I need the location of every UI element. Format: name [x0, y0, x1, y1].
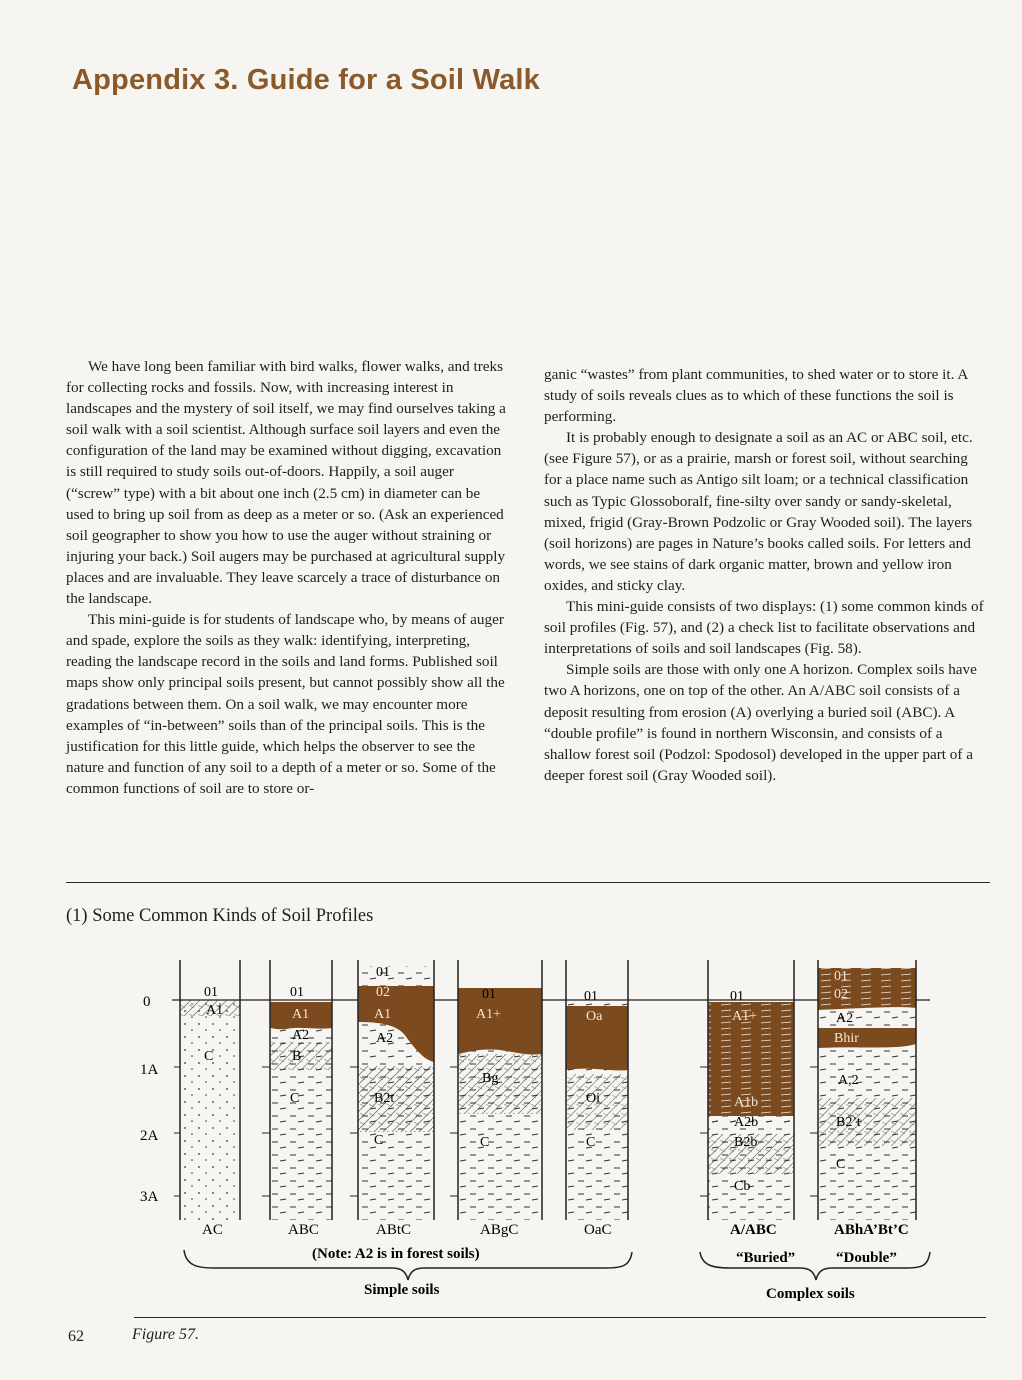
horizon-label: A1+ [476, 1007, 502, 1022]
depth-label: 2A [140, 1128, 159, 1144]
profile-name: A/ABC [730, 1222, 777, 1238]
depth-axis [140, 994, 159, 1205]
horizon-label: A2b [734, 1115, 759, 1130]
horizon-label: C [374, 1133, 384, 1148]
profile-abgc [450, 960, 542, 1238]
horizon-label: A1 [206, 1003, 224, 1018]
figure-caption: Figure 57. [132, 1326, 199, 1343]
profile-name: ABgC [480, 1222, 519, 1238]
profile-name: ABC [288, 1222, 319, 1238]
right-column [544, 364, 988, 786]
horizon-label: Oi [586, 1091, 600, 1106]
horizon-label: B2t [374, 1091, 395, 1106]
horizon-label: 01 [290, 985, 304, 1000]
horizon-label: Bhir [834, 1031, 859, 1046]
profile-abtc [350, 960, 434, 1238]
horizon-label: Oa [586, 1009, 603, 1024]
paragraph: It is probably enough to designate a soil as an AC or ABC soil, etc. (see Figure 57), or as a prairie, marsh or forest soil, without searching for a place name such as Antigo silt loam; or a technical classification such as Typic Glossoboralf, fine-silty over sandy or sandy-skeletal, mixed, frigid (Gray-Brown Podzolic or Gray Wooded soil). The layers (soil horizons) are pages in Nature’s books called soils. For letters and words, we see stains of dark organic matter, brown and yellow iron oxides, and sticky clay. [544, 429, 973, 594]
paragraph: We have long been familiar with bird walks, flower walks, and treks for collecting rocks and fossils. Now, with increasing interest in landscapes and the mystery of soil itself, we may find ourselves taking a soil walk with a soil scientist. Although surface soil layers and even the configuration of the land may be examined without digging, excavation is still required to study soils out-of-doors. Happily, a soil auger (“screw” type) with a bit about one inch (2.5 cm) in diameter can be used to bring up soil from as deep as a meter or so. (Ask an experienced soil geographer to show you how to use the auger without straining or injuring your back.) Soil augers may be purchased at agricultural supply places and are invaluable. They leave scarcely a trace of disturbance on the landscape. [66, 358, 506, 608]
horizon-label: 01 [204, 985, 218, 1000]
horizon-label: A1 [374, 1007, 392, 1022]
paragraph: ganic “wastes” from plant communities, to shed water or to store it. A study of soils reveals clues as to which of these functions the soil is performing. [544, 366, 968, 426]
horizon-label: A1+ [732, 1009, 758, 1024]
profile-ac [174, 960, 240, 1238]
horizon-label: A2 [376, 1031, 394, 1046]
horizon-label: B2b [734, 1135, 758, 1150]
profile-subtitle: “Double” [836, 1250, 897, 1266]
horizon-label: A2 [292, 1028, 310, 1043]
paragraph: This mini-guide is for students of landscape who, by means of auger and spade, explore the soils as they walk: identifying, interpreting, reading the landscape record in the soils and land forms. Published soil maps show only principal soils present, but cannot possibly show all the gradations between them. On a soil walk, we may encounter more examples of “in-between” soils than of the principal soils. This is the justification for this little guide, which helps the observer to see the nature and function of any soil to a depth of a meter or so. Some of the common functions of soil are to store or- [66, 611, 505, 797]
horizon-label: 02 [834, 987, 848, 1002]
horizon-label: A,2 [838, 1073, 859, 1088]
divider-top [66, 882, 990, 883]
profile-name: ABtC [376, 1222, 412, 1238]
horizon-label: B [292, 1049, 302, 1064]
horizon-label: 01 [482, 987, 496, 1002]
horizon-label: C [290, 1091, 300, 1106]
horizon-label: 01 [584, 989, 598, 1004]
left-column [66, 356, 508, 799]
group-label-complex: Complex soils [766, 1286, 855, 1302]
profile-name: OaC [584, 1222, 612, 1238]
profile-name: ABhA’Bt’C [834, 1222, 909, 1238]
depth-label: 3A [140, 1189, 159, 1205]
horizon-label: 01 [730, 989, 744, 1004]
horizon-label: C [836, 1157, 846, 1172]
horizon-label: Cb [734, 1179, 751, 1194]
soil-profiles-figure [0, 930, 1022, 1350]
horizon-label: A1b [734, 1095, 759, 1110]
paragraph: This mini-guide consists of two displays: (1) some common kinds of soil profiles (Fig. 57), and (2) a check list to facilitate observations and interpretations of soils and soil landscapes (Fig. 58). [544, 598, 984, 658]
profile-subtitle: “Buried” [736, 1250, 796, 1266]
horizon-label: C [586, 1135, 596, 1150]
profile-oac [566, 960, 628, 1238]
divider-bottom [134, 1317, 986, 1318]
profile-a-abc [700, 960, 795, 1266]
horizon-label: A1 [292, 1007, 310, 1022]
horizon-label: C [204, 1049, 214, 1064]
figure-heading: (1) Some Common Kinds of Soil Profiles [66, 906, 374, 926]
figure-note: (Note: A2 is in forest soils) [312, 1246, 480, 1262]
depth-label: 1A [140, 1062, 159, 1078]
page-title: Appendix 3. Guide for a Soil Walk [72, 64, 540, 96]
horizon-label: 01 [376, 965, 390, 980]
profile-name: AC [202, 1222, 223, 1238]
depth-label: 0 [143, 994, 151, 1010]
horizon-label: Bg [482, 1071, 499, 1086]
page-number: 62 [68, 1328, 84, 1345]
horizon-label: A2 [836, 1011, 854, 1026]
profile-abc [262, 960, 332, 1238]
horizon-label: C [480, 1135, 490, 1150]
horizon-label: 01 [834, 969, 848, 984]
profile-double [810, 960, 916, 1266]
horizon-label: B2’t [836, 1115, 861, 1130]
paragraph: Simple soils are those with only one A horizon. Complex soils have two A horizons, one on top of the other. An A/ABC soil consists of a deposit resulting from erosion (A) overlying a buried soil (ABC). A “double profile” is found in northern Wisconsin, and consists of a shallow forest soil (Podzol: Spodosol) developed in the upper part of a deeper forest soil (Gray Wooded soil). [544, 661, 977, 784]
group-label-simple: Simple soils [364, 1282, 440, 1298]
horizon-label: 02 [376, 985, 390, 1000]
